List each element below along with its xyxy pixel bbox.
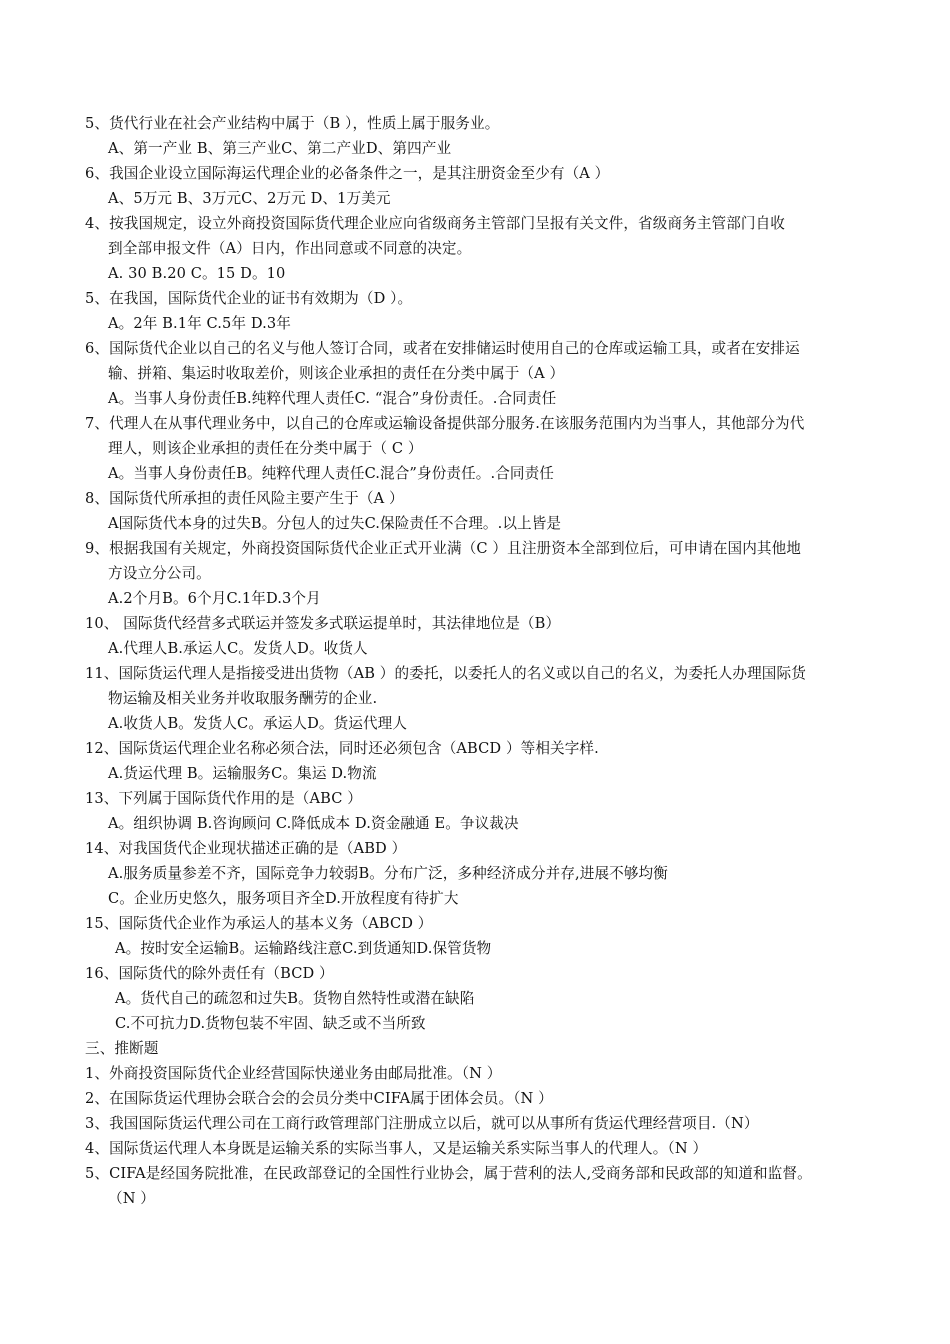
question-line: 15、国际货代企业作为承运人的基本义务（ABCD ） [85, 915, 433, 932]
choice-line: （N ） [108, 1190, 155, 1207]
question-line: 16、国际货代的除外责任有（BCD ） [85, 965, 334, 982]
question-line: 5、货代行业在社会产业结构中属于（B ），性质上属于服务业。 [85, 115, 500, 132]
choice-line: A. 30 B.20 C。15 D。10 [108, 265, 286, 282]
question-line: 13、下列属于国际货代作用的是（ABC ） [85, 790, 362, 807]
question-line: 5、CIFA是经国务院批准，在民政部登记的全国性行业协会，属于营利的法人,受商务部和民政部的知道和监督。 [85, 1165, 812, 1182]
question-line: 9、根据我国有关规定，外商投资国际货代企业正式开业满（C ）且注册资本全部到位后，可申请在国内其他地 [85, 540, 802, 557]
choice-line: A。组织协调 B.咨询顾问 C.降低成本 D.资金融通 E。争议裁决 [108, 815, 519, 832]
choice-line: A国际货代本身的过失B。分包人的过失C.保险责任不合理。.以上皆是 [108, 515, 562, 532]
choice-line: 方设立分公司。 [108, 565, 211, 582]
question-line: 10、 国际货代经营多式联运并签发多式联运提单时，其法律地位是（B） [85, 615, 561, 632]
question-line: 5、在我国，国际货代企业的证书有效期为（D ）。 [85, 290, 413, 307]
choice-line: A。当事人身份责任B。纯粹代理人责任C.混合”身份责任。.合同责任 [108, 465, 554, 482]
question-line: 6、国际货代企业以自己的名义与他人签订合同，或者在安排储运时使用自己的仓库或运输工具，或者在安排运 [85, 340, 800, 357]
question-line: 3、我国国际货运代理公司在工商行政管理部门注册成立以后，就可以从事所有货运代理经营项目.（N） [85, 1115, 759, 1132]
question-line: 8、国际货代所承担的责任风险主要产生于（A ） [85, 490, 404, 507]
choice-line: 物运输及相关业务并收取服务酬劳的企业. [108, 690, 378, 707]
question-line: 12、国际货运代理企业名称必须合法，同时还必须包含（ABCD ）等相关字样. [85, 740, 599, 757]
question-line: 1、外商投资国际货代企业经营国际快递业务由邮局批准。（N ） [85, 1065, 502, 1082]
question-line: 6、我国企业设立国际海运代理企业的必备条件之一，是其注册资金至少有（A ） [85, 165, 610, 182]
question-line: 2、在国际货运代理协会联合会的会员分类中CIFA属于团体会员。（N ） [85, 1090, 553, 1107]
choice-line: A、第一产业 B、第三产业C、第二产业D、第四产业 [108, 140, 452, 157]
question-line: 14、对我国货代企业现状描述正确的是（ABD ） [85, 840, 407, 857]
choice-line: A.收货人B。发货人C。承运人D。货运代理人 [108, 715, 408, 732]
choice-line: A.代理人B.承运人C。发货人D。收货人 [108, 640, 368, 657]
choice-line: 到全部申报文件（A）日内，作出同意或不同意的决定。 [108, 240, 472, 257]
choice-line: A。货代自己的疏忽和过失B。货物自然特性或潜在缺陷 [115, 990, 475, 1007]
choice-line: 输、拼箱、集运时收取差价，则该企业承担的责任在分类中属于（A ） [108, 365, 565, 382]
choice-line: A、5万元 B、3万元C、2万元 D、1万美元 [108, 190, 391, 207]
choice-line: 理人，则该企业承担的责任在分类中属于（ C ） [108, 440, 423, 457]
choice-line: A。2年 B.1年 C.5年 D.3年 [108, 315, 291, 332]
choice-line: C.不可抗力D.货物包装不牢固、缺乏或不当所致 [115, 1015, 426, 1032]
choice-line: A。按时安全运输B。运输路线注意C.到货通知D.保管货物 [115, 940, 492, 957]
question-line: 4、国际货运代理人本身既是运输关系的实际当事人，又是运输关系实际当事人的代理人。（N ） [85, 1140, 708, 1157]
choice-line: A。当事人身份责任B.纯粹代理人责任C. “混合”身份责任。.合同责任 [108, 390, 557, 407]
choice-line: A.服务质量参差不齐，国际竞争力较弱B。分布广泛，多种经济成分并存,进展不够均衡 [108, 865, 668, 882]
choice-line: C。企业历史悠久，服务项目齐全D.开放程度有待扩大 [108, 890, 459, 907]
question-line: 4、按我国规定，设立外商投资国际货代理企业应向省级商务主管部门呈报有关文件，省级商务主管部门自收 [85, 215, 785, 232]
choice-line: A.货运代理 B。运输服务C。集运 D.物流 [108, 765, 377, 782]
question-line: 11、国际货运代理人是指接受进出货物（AB ）的委托，以委托人的名义或以自己的名义，为委托人办理国际货 [85, 665, 806, 682]
section-heading: 三、推断题 [85, 1040, 159, 1057]
choice-line: A.2个月B。6个月C.1年D.3个月 [108, 590, 321, 607]
question-line: 7、代理人在从事代理业务中，以自己的仓库或运输设备提供部分服务.在该服务范围内为当事人，其他部分为代 [85, 415, 805, 432]
